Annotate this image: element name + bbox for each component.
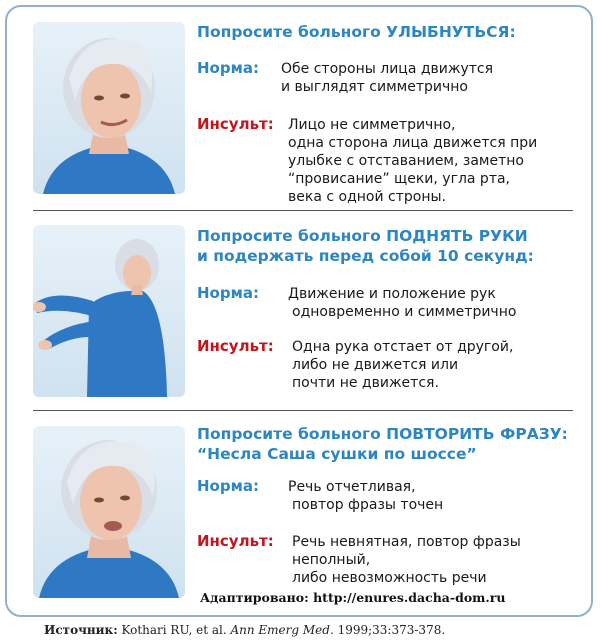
- speech-norm-line-1: Речь отчетливая,: [288, 479, 416, 495]
- speech-norm-label: Норма:: [197, 477, 259, 495]
- arms-stroke-line-2: либо не движется или: [292, 357, 459, 373]
- divider-1: [33, 210, 573, 211]
- adapted-credit: Адаптировано: http://enures.dacha-dom.ru: [200, 590, 506, 605]
- arms-heading-line-1: Попросите больного ПОДНЯТЬ РУКИ: [197, 227, 528, 245]
- smile-stroke-line-1: Лицо не симметрично,: [288, 117, 456, 133]
- smile-stroke-line-5: века с одной строны.: [288, 189, 446, 205]
- arms-heading-line-2: и подержать перед собой 10 секунд:: [197, 247, 534, 265]
- woman-arms-illustration: [33, 225, 185, 397]
- speech-heading-line-2: “Несла Саша сушки по шоссе”: [197, 445, 477, 463]
- smile-norm-line-1: Обе стороны лица движутся: [281, 61, 494, 77]
- source-authors: Kothari RU, et al.: [117, 623, 231, 637]
- illustration-raising-arms: [33, 225, 185, 397]
- source-citation: [44, 623, 445, 637]
- smile-stroke-line-4: “провисание” щеки, угла рта,: [288, 171, 510, 187]
- section-arms: [7, 212, 591, 412]
- arms-stroke-label: Инсульт:: [197, 337, 274, 355]
- woman-speech-illustration: [33, 426, 185, 598]
- smile-stroke-line-3: улыбке с отставанием, заметно: [288, 153, 524, 169]
- smile-norm-line-2: и выглядят симметрично: [281, 79, 468, 95]
- smile-stroke-line-2: одна сторона лица движется при: [288, 135, 538, 151]
- speech-norm-line-2: повтор фразы точен: [292, 497, 444, 513]
- arms-stroke-line-3: почти не движется.: [292, 375, 439, 391]
- woman-face-illustration: [33, 22, 185, 194]
- arms-norm-line-1: Движение и положение рук: [288, 286, 496, 302]
- arms-norm-line-2: одновременно и симметрично: [292, 304, 517, 320]
- speech-stroke-line-2: неполный,: [292, 552, 371, 568]
- source-rest: . 1999;33:373-378.: [329, 623, 446, 637]
- info-card: [5, 5, 593, 617]
- smile-heading: Попросите больного УЛЫБНУТЬСЯ:: [197, 23, 516, 41]
- source-journal: Ann Emerg Med: [230, 623, 330, 637]
- speech-stroke-label: Инсульт:: [197, 532, 274, 550]
- illustration-speaking-woman: [33, 426, 185, 598]
- section-smile: [7, 7, 591, 212]
- smile-norm-label: Норма:: [197, 59, 259, 77]
- smile-stroke-label: Инсульт:: [197, 115, 274, 133]
- speech-stroke-line-3: либо невозможность речи: [292, 570, 487, 586]
- arms-stroke-line-1: Одна рука отстает от другой,: [292, 339, 514, 355]
- section-speech: [7, 412, 591, 619]
- speech-heading-line-1: Попросите больного ПОВТОРИТЬ ФРАЗУ:: [197, 425, 568, 443]
- source-label: Источник:: [44, 623, 118, 637]
- divider-2: [33, 410, 573, 411]
- arms-norm-label: Норма:: [197, 284, 259, 302]
- speech-stroke-line-1: Речь невнятная, повтор фразы: [292, 534, 521, 550]
- illustration-smiling-woman: [33, 22, 185, 194]
